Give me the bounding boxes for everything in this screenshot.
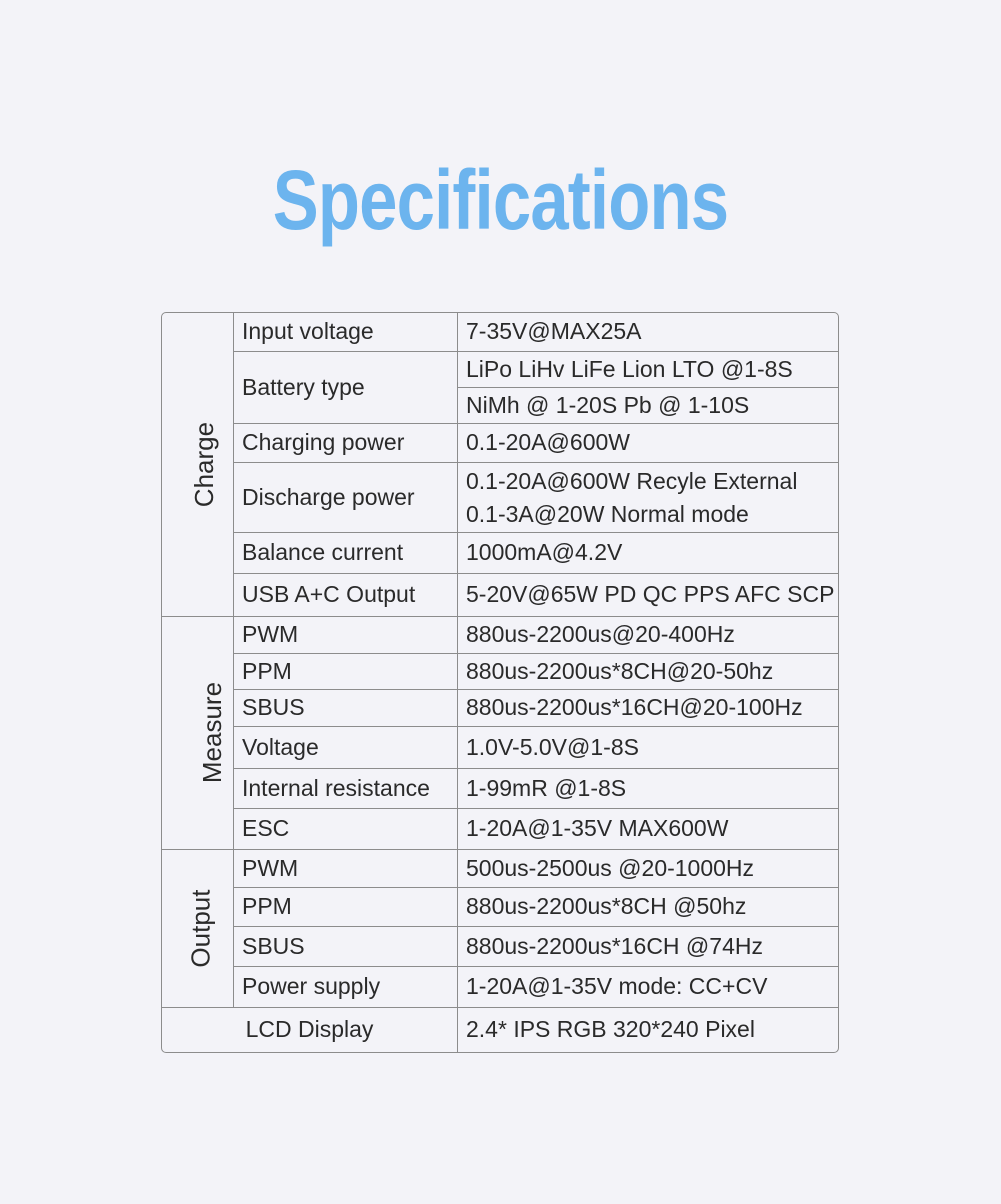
table-row: [162, 574, 838, 617]
value-cell: 1-20A@1-35V mode: CC+CV: [458, 967, 838, 1008]
param-cell: Internal resistance: [234, 769, 458, 809]
param-cell: ESC: [234, 809, 458, 850]
table-row: [162, 769, 838, 809]
table-row: [162, 1008, 838, 1052]
value-cell: 1.0V-5.0V@1-8S: [458, 727, 838, 769]
group-cell-measure: [162, 617, 234, 850]
param-cell: Input voltage: [234, 313, 458, 352]
param-cell: PPM: [234, 654, 458, 690]
group-label-output: Output: [185, 889, 216, 968]
param-cell: USB A+C Output: [234, 574, 458, 617]
value-cell: NiMh @ 1-20S Pb @ 1-10S: [458, 388, 838, 424]
group-label-charge: Charge: [189, 421, 220, 508]
table-row: [162, 888, 838, 927]
param-cell: Charging power: [234, 424, 458, 463]
value-cell-lcd: 2.4* IPS RGB 320*240 Pixel: [466, 1016, 755, 1043]
page-title: Specifications: [272, 153, 729, 247]
table-row: [162, 727, 838, 769]
param-cell: Power supply: [234, 967, 458, 1008]
value-cell: 880us-2200us*8CH@20-50hz: [458, 654, 838, 690]
value-cell: 0.1-20A@600W Recyle External 0.1-3A@20W Normal mode: [458, 463, 838, 533]
specifications-table: [161, 312, 839, 1053]
value-cell: 1000mA@4.2V: [458, 533, 838, 574]
value-cell: LiPo LiHv LiFe Lion LTO @1-8S: [458, 352, 838, 388]
param-cell: Battery type: [234, 352, 458, 424]
table-row: [162, 654, 838, 690]
table-row: [162, 313, 838, 352]
value-cell: 880us-2200us*16CH @74Hz: [458, 927, 838, 967]
value-cell: 1-20A@1-35V MAX600W: [458, 809, 838, 850]
param-cell: Discharge power: [234, 463, 458, 533]
param-cell-lcd: LCD Display: [162, 1008, 458, 1052]
value-cell: 880us-2200us@20-400Hz: [458, 617, 838, 654]
table-row: [162, 352, 838, 388]
value-cell: 5-20V@65W PD QC PPS AFC SCP: [458, 574, 838, 617]
param-cell: PPM: [234, 888, 458, 927]
group-cell-output: [162, 850, 234, 1008]
table-row: [162, 967, 838, 1008]
table-row: [162, 533, 838, 574]
group-cell-charge: [162, 313, 234, 617]
table-row: [162, 927, 838, 967]
value-cell: 500us-2500us @20-1000Hz: [458, 850, 838, 888]
value-cell: 1-99mR @1-8S: [458, 769, 838, 809]
value-cell: 880us-2200us*8CH @50hz: [458, 888, 838, 927]
param-cell: Voltage: [234, 727, 458, 769]
param-cell: SBUS: [234, 690, 458, 727]
table-row: [162, 809, 838, 850]
param-cell: PWM: [234, 617, 458, 654]
param-cell: Balance current: [234, 533, 458, 574]
table-row: [162, 424, 838, 463]
table-row: [162, 850, 838, 888]
param-cell: SBUS: [234, 927, 458, 967]
table-row: [162, 690, 838, 727]
param-cell: PWM: [234, 850, 458, 888]
value-cell: 0.1-20A@600W: [458, 424, 838, 463]
table-row: [162, 463, 838, 533]
table-row: [162, 617, 838, 654]
value-cell: 880us-2200us*16CH@20-100Hz: [458, 690, 838, 727]
group-label-measure: Measure: [197, 682, 228, 784]
value-cell: 7-35V@MAX25A: [458, 313, 838, 352]
